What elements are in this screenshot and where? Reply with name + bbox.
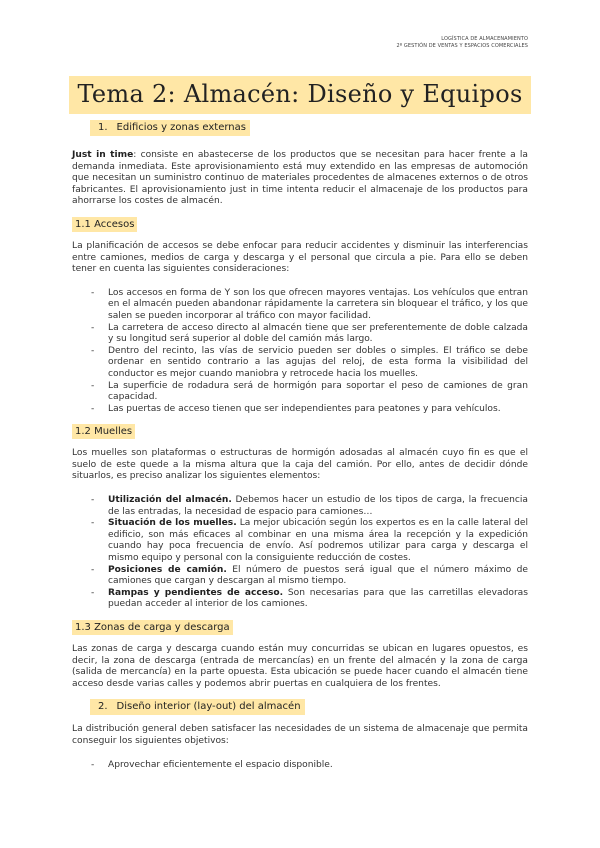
section-1-heading bbox=[90, 120, 250, 136]
list-item bbox=[91, 518, 528, 564]
list-item-term: Rampas y pendientes de acceso. bbox=[108, 587, 284, 598]
muelles-heading: 1.2 Muelles bbox=[72, 424, 135, 439]
header-course: 2º GESTIÓN DE VENTAS Y ESPACIOS COMERCIALES bbox=[396, 43, 528, 49]
page-title: Tema 2: Almacén: Diseño y Equipos bbox=[69, 76, 530, 114]
section-1-number: 1. bbox=[98, 122, 108, 133]
section-2-title: Diseño interior (lay-out) del almacén bbox=[116, 701, 301, 713]
list-item: - La carretera de acceso directo al almacén tiene que ser preferentemente de doble calzada y su longitud será superior al doble del camión más largo. bbox=[91, 323, 528, 346]
list-item bbox=[91, 588, 528, 611]
list-item: - Los accesos en forma de Y son los que ofrecen mayores ventajas. Los vehículos que entran en el almacén pueden abandonar rápidamente la carretera sin bloquear el tráfico, y los que salen se pueden incorporar al tráfico con mayor facilidad. bbox=[91, 288, 528, 323]
just-in-time-term: Just in time bbox=[72, 150, 134, 160]
muelles-list bbox=[91, 495, 528, 611]
list-item-term: Situación de los muelles. bbox=[108, 518, 237, 529]
document-body bbox=[72, 120, 528, 771]
document-header bbox=[397, 36, 529, 50]
accesos-list bbox=[91, 288, 528, 416]
list-item: - Aprovechar eficientemente el espacio disponible. bbox=[91, 760, 528, 772]
list-item: - Dentro del recinto, las vías de servicio pueden ser dobles o simples. El tráfico se debe ordenar en sentido contrario a las agujas del reloj, de esta forma la visibilidad del conductor es mejor cuando maniobra y retrocede hacia los muelles. bbox=[91, 346, 528, 381]
list-item: - Las puertas de acceso tienen que ser independientes para peatones y para vehículos. bbox=[91, 404, 528, 416]
list-item-text: La mejor ubicación según los expertos es en la calle lateral del edificio, son más eficaces al combinar en una misma área la recepción y la expedición cuando hay poca frecuencia de envío. Así podremos utilizar para carga y descarga el mismo equipo y personal con la consiguiente reducción de costes. bbox=[108, 518, 528, 564]
section-1-title: Edificios y zonas externas bbox=[116, 122, 246, 133]
list-item-text: Son necesarias para que las carretillas elevadoras puedan acceder al interior de los camiones. bbox=[108, 587, 528, 610]
section-2-heading bbox=[90, 699, 305, 715]
just-in-time-paragraph bbox=[72, 150, 528, 208]
list-item-term: Utilización del almacén. bbox=[108, 495, 232, 506]
list-item-term: Posiciones de camión. bbox=[108, 564, 227, 575]
header-subject: LOGÍSTICA DE ALMACENAMIENTO bbox=[441, 36, 528, 42]
list-item: - La superficie de rodadura será de hormigón para soportar el peso de camiones de gran capacidad. bbox=[91, 381, 528, 404]
list-item bbox=[91, 565, 528, 588]
list-item bbox=[91, 495, 528, 518]
list-item-text: Debemos hacer un estudio de los tipos de carga, la frecuencia de las entradas, la necesidad de espacio para camiones… bbox=[108, 495, 528, 517]
just-in-time-text: : consiste en abastecerse de los productos que se necesitan para hacer frente a la demanda inmediata. Este aprovisionamiento está muy extendido en las empresas de automoción que necesitan un suministro continuo de materiales procedentes de almacenes externos o de otros fabricantes. El aprovisionamiento just in time intenta reducir el almacenaje de los productos para ahorrarse los costes de almacén. bbox=[72, 150, 528, 207]
section-2-list bbox=[91, 760, 528, 772]
accesos-intro: La planificación de accesos se debe enfocar para reducir accidentes y disminuir las interferencias entre camiones, medios de carga y descarga y el personal que circula a pie. Para ello se deben tener en cuenta las siguientes consideraciones: bbox=[72, 240, 528, 275]
zonas-paragraph: Las zonas de carga y descarga cuando están muy concurridas se ubican en lugares opuestos, es decir, la zona de descarga (entrada de mercancías) en un frente del almacén y la zona de carga (salida de mercancía) en la parte opuesta. Esta ubicación se puede hacer cuando el almacén tiene acceso desde varias calles y podemos abrir puertas en cualquiera de los frentes. bbox=[72, 644, 528, 689]
section-2-number: 2. bbox=[98, 701, 108, 713]
muelles-intro: Los muelles son plataformas o estructuras de hormigón adosadas al almacén cuyo fin es que el suelo de este quede a la misma altura que la caja del camión. Por ello, antes de decidir dónde situarlos, es preciso analizar los siguientes elementos: bbox=[72, 448, 528, 482]
zonas-heading: 1.3 Zonas de carga y descarga bbox=[72, 620, 233, 635]
title-container bbox=[0, 76, 600, 114]
section-2-intro: La distribución general deben satisfacer las necesidades de un sistema de almacenaje que permita conseguir los siguientes objetivos: bbox=[72, 724, 528, 746]
accesos-heading: 1.1 Accesos bbox=[72, 217, 137, 232]
list-item-text: El número de puestos será igual que el número máximo de camiones que cargan y descargan al mismo tiempo. bbox=[108, 564, 528, 587]
